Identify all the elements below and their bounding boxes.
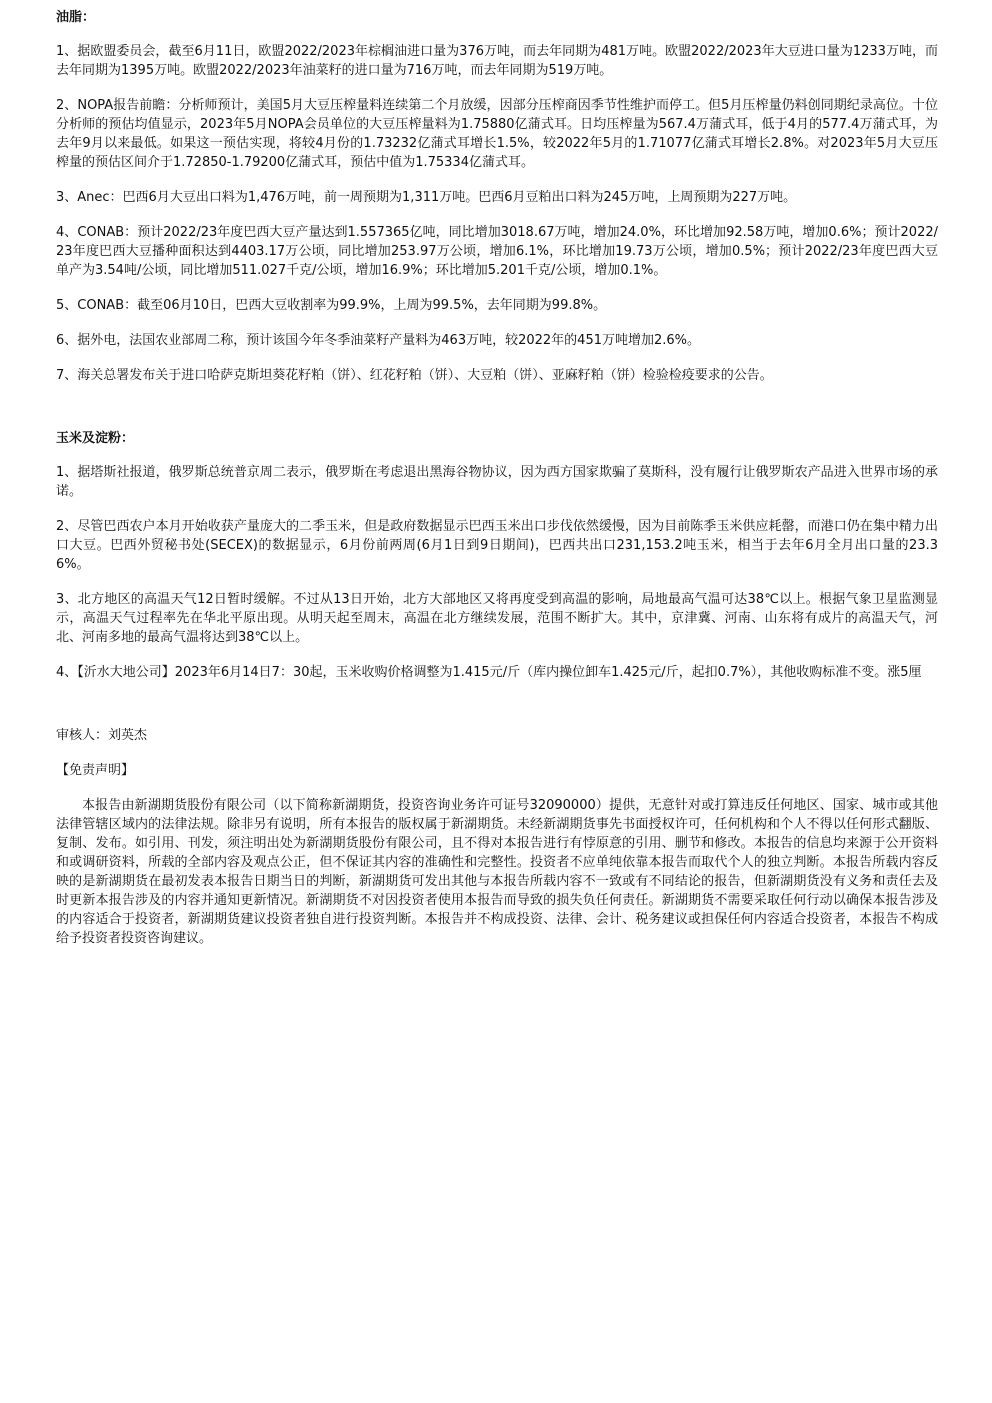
section-heading-corn: 玉米及淀粉： xyxy=(56,431,135,446)
section-heading-oils: 油脂： xyxy=(56,10,96,25)
oils-item-7: 7、海关总署发布关于进口哈萨克斯坦葵花籽粕（饼）、红花籽粕（饼）、大豆粕（饼）、亚麻籽粕（饼）检验检疫要求的公告。 xyxy=(56,368,773,383)
disclaimer-body: 本报告由新湖期货股份有限公司（以下简称新湖期货，投资咨询业务许可证号32090000）提供，无意针对或打算违反任何地区、国家、城市或其他法律管辖区域内的法律法规。除非另有说明，所有本报告的版权属于新湖期货。未经新湖期货事先书面授权许可，任何机构和个人不得以任何形式翻版、复制、发布。如引用、刊发，须注明出处为新湖期货股份有限公司，且不得对本报告进行有悖原意的引用、删节和修改。本报告的信息均来源于公开资料和或调研资料，所载的全部内容及观点公正，但不保证其内容的准确性和完整性。投资者不应单纯依靠本报告而取代个人的独立判断。本报告所载内容反映的是新湖期货在最初发表本报告日期当日的判断，新湖期货可发出其他与本报告所载内容不一致或有不同结论的报告，但新湖期货没有义务和责任去及时更新本报告涉及的内容并通知更新情况。新湖期货不对因投资者使用本报告而导致的损失负任何责任。新湖期货不需要采取任何行动以确保本报告涉及的内容适合于投资者，新湖期货建议投资者独自进行投资判断。本报告并不构成投资、法律、会计、税务建议或担保任何内容适合投资者，本报告不构成给予投资者投资咨询建议。 xyxy=(56,798,938,946)
oils-item-4: 4、CONAB：预计2022/23年度巴西大豆产量达到1.557365亿吨，同比增加3018.67万吨，增加24.0%，环比增加92.58万吨，增加0.6%；预计2022/23年度巴西大豆播种面积达到4403.17万公顷，同比增加253.97万公顷，增加6.1%，环比增加19.73万公顷，增加0.5%；预计2022/23年度巴西大豆单产为3.54吨/公顷，同比增加511.027千克/公顷，增加16.9%；环比增加5.201千克/公顷，增加0.1%。 xyxy=(56,225,938,278)
report-page xyxy=(56,8,938,948)
disclaimer-title: 【免责声明】 xyxy=(56,763,135,778)
corn-item-3: 3、北方地区的高温天气12日暂时缓解。不过从13日开始，北方大部地区又将再度受到高温的影响，局地最高气温可达38℃以上。根据气象卫星监测显示，高温天气过程率先在华北平原出现。从明天起至周末，高温在北方继续发展，范围不断扩大。其中，京津冀、河南、山东将有成片的高温天气，河北、河南多地的最高气温将达到38℃以上。 xyxy=(56,592,938,645)
reviewer-line: 审核人：刘英杰 xyxy=(56,728,148,743)
oils-item-2: 2、NOPA报告前瞻：分析师预计，美国5月大豆压榨量料连续第二个月放缓，因部分压榨商因季节性维护而停工。但5月压榨量仍料创同期纪录高位。十位分析师的预估均值显示，2023年5月NOPA会员单位的大豆压榨量料为1.75880亿蒲式耳。日均压榨量为567.4万蒲式耳，低于4月的577.4万蒲式耳，为去年9月以来最低。如果这一预估实现，将较4月份的1.73232亿蒲式耳增长1.5%，较2022年5月的1.71077亿蒲式耳增长2.8%。对2023年5月大豆压榨量的预估区间介于1.72850-1.79200亿蒲式耳，预估中值为1.75334亿蒲式耳。 xyxy=(56,98,938,170)
corn-item-4: 4、【沂水大地公司】2023年6月14日7：30起，玉米收购价格调整为1.415元/斤（库内操位卸车1.425元/斤，起扣0.7%），其他收购标准不变。涨5厘 xyxy=(56,665,922,680)
corn-item-1: 1、据塔斯社报道，俄罗斯总统普京周二表示，俄罗斯在考虑退出黑海谷物协议，因为西方国家欺骗了莫斯科，没有履行让俄罗斯农产品进入世界市场的承诺。 xyxy=(56,465,938,499)
oils-item-1: 1、据欧盟委员会，截至6月11日，欧盟2022/2023年棕榈油进口量为376万吨，而去年同期为481万吨。欧盟2022/2023年大豆进口量为1233万吨，而去年同期为1395万吨。欧盟2022/2023年油菜籽的进口量为716万吨，而去年同期为519万吨。 xyxy=(56,44,938,78)
oils-item-6: 6、据外电，法国农业部周二称，预计该国今年冬季油菜籽产量料为463万吨，较2022年的451万吨增加2.6%。 xyxy=(56,333,701,348)
oils-item-5: 5、CONAB：截至06月10日，巴西大豆收割率为99.9%，上周为99.5%，去年同期为99.8%。 xyxy=(56,298,607,313)
oils-item-3: 3、Anec：巴西6月大豆出口料为1,476万吨，前一周预期为1,311万吨。巴西6月豆粕出口料为245万吨，上周预期为227万吨。 xyxy=(56,190,797,205)
corn-item-2: 2、尽管巴西农户本月开始收获产量庞大的二季玉米，但是政府数据显示巴西玉米出口步伐依然缓慢，因为目前陈季玉米供应耗罄，而港口仍在集中精力出口大豆。巴西外贸秘书处(SECEX)的数据显示，6月份前两周(6月1日到9日期间)，巴西共出口231,153.2吨玉米，相当于去年6月全月出口量的23.36%。 xyxy=(56,519,938,572)
